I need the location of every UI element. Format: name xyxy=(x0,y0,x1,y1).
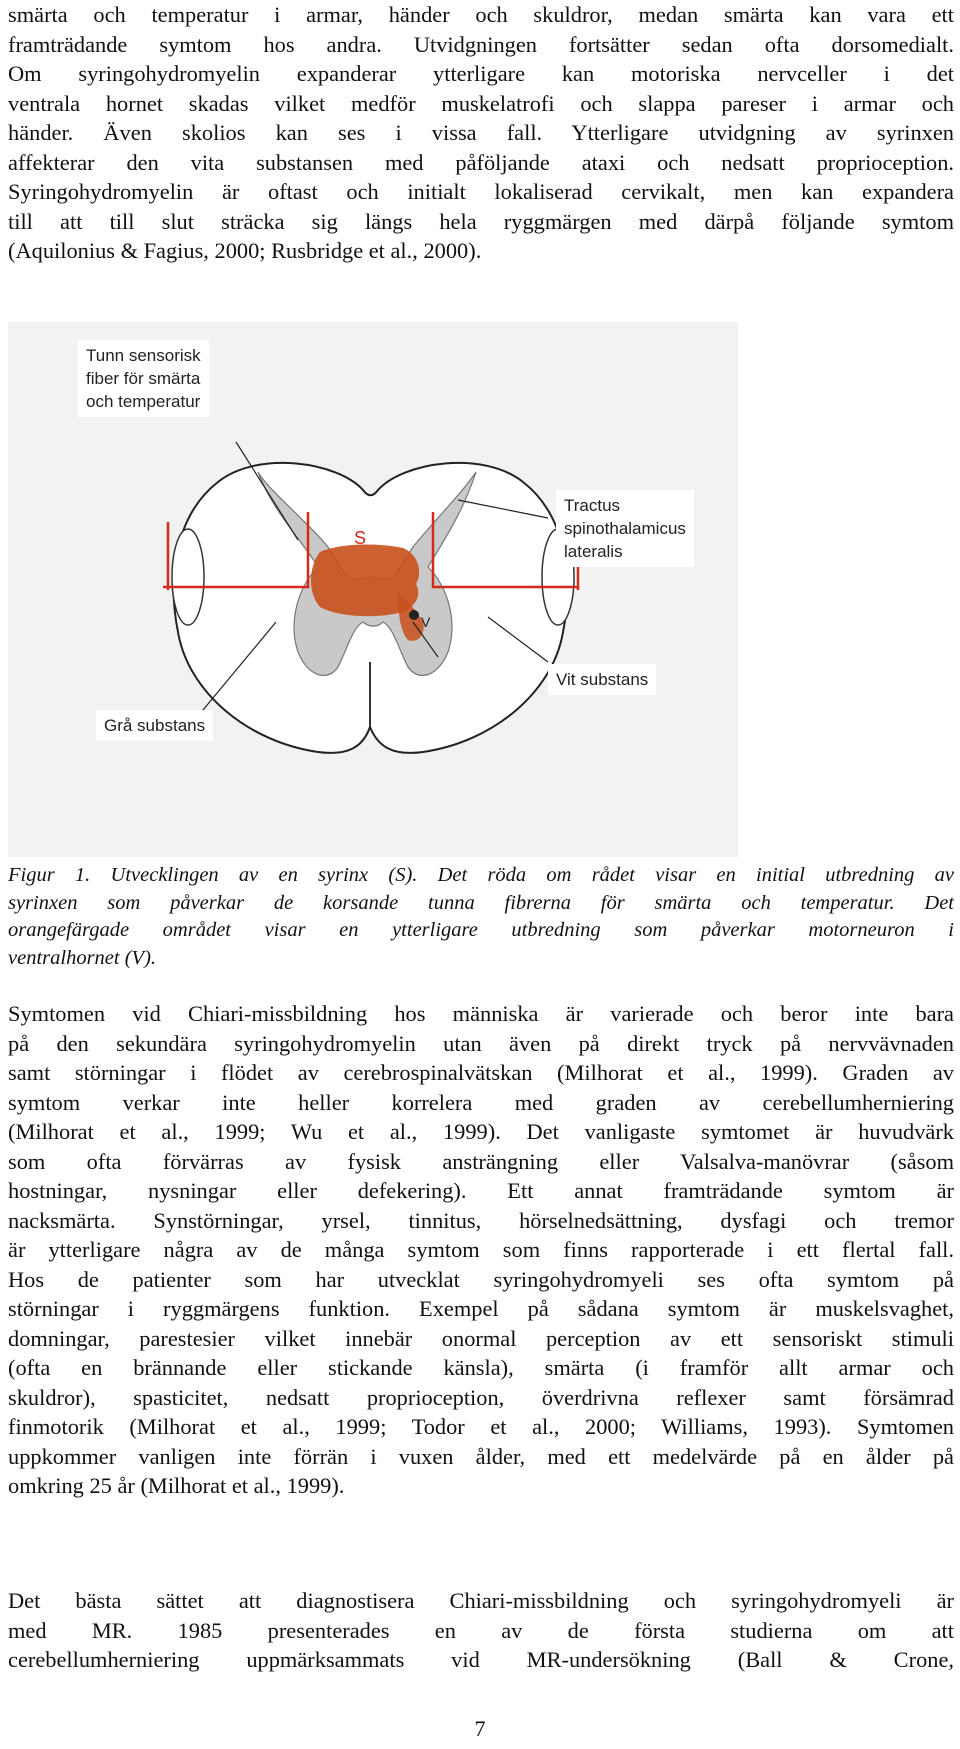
text-line: (Milhorat et al., 1999; Wu et al., 1999). Det vanligaste symtomet är huvudvärk xyxy=(8,1119,954,1144)
text-line: omkring 25 år (Milhorat et al., 1999). xyxy=(8,1473,345,1498)
label-grey-matter: Grå substans xyxy=(96,710,213,741)
text-line: på den sekundära syringohydromyelin utan även på direkt tryck på nervvävnaden xyxy=(8,1030,954,1056)
paragraph-symptoms xyxy=(8,999,954,1501)
text-line: händer. Även skolios kan ses i vissa fall. Ytterligare utvidgning av syrinxen xyxy=(8,120,954,145)
text-line: hostningar, nysningar eller defekering). Ett annat framträdande symtom är xyxy=(8,1178,954,1203)
text-line: Det bästa sättet att diagnostisera Chiari-missbildning och syringohydromyeli är xyxy=(8,1588,954,1613)
text-line: som ofta förvärras av fysisk ansträngning eller Valsalva-manövrar (såsom xyxy=(8,1148,954,1174)
caption-line: syrinxen som påverkar de korsande tunna fibrerna för smärta och temperatur. Det xyxy=(8,891,954,914)
text-line: smärta och temperatur i armar, händer och skuldror, medan smärta kan vara ett xyxy=(8,2,954,27)
figure-caption xyxy=(8,862,954,972)
text-line: nacksmärta. Synstörningar, yrsel, tinnitus, hörselnedsättning, dysfagi och tremor xyxy=(8,1207,954,1233)
paragraph-intro xyxy=(8,0,954,266)
text-line: är ytterligare några av de många symtom som finns rapporterade i ett flertal fall. xyxy=(8,1237,954,1262)
caption-line: ventralhornet (V). xyxy=(8,946,157,969)
text-line: (Aquilonius & Fagius, 2000; Rusbridge et al., 2000). xyxy=(8,238,482,263)
text-line: cerebellumherniering uppmärksammats vid MR-undersökning (Ball & Crone, xyxy=(8,1647,954,1672)
text-line: domningar, parestesier vilket innebär onormal perception av ett sensoriskt stimuli xyxy=(8,1325,954,1351)
text-line: framträdande symtom hos andra. Utvidgningen fortsätter sedan ofta dorsomedialt. xyxy=(8,31,954,57)
text-line: affekterar den vita substansen med påföljande ataxi och nedsatt proprioception. xyxy=(8,149,954,175)
text-line: Hos de patienter som har utvecklat syringohydromyeli ses ofta symtom på xyxy=(8,1266,954,1292)
page-number: 7 xyxy=(474,1716,486,1741)
text-line: ventrala hornet skadas vilket medför muskelatrofi och slappa pareser i armar och xyxy=(8,90,954,116)
paragraph-diagnosis xyxy=(8,1586,954,1675)
text-line: Symtomen vid Chiari-missbildning hos människa är varierade och beror inte bara xyxy=(8,1001,954,1026)
text-line: skuldror), spasticitet, nedsatt proprioception, överdrivna reflexer samt försämrad xyxy=(8,1384,954,1410)
text-line: samt störningar i flödet av cerebrospinalvätskan (Milhorat et al., 1999). Graden av xyxy=(8,1060,954,1085)
text-line: Syringohydromyelin är oftast och initialt lokaliserad cervikalt, men kan expandera xyxy=(8,179,954,204)
text-line: med MR. 1985 presenterades en av de första studierna om att xyxy=(8,1617,954,1643)
text-line: störningar i ryggmärgens funktion. Exempel på sådana symtom är muskelsvaghet, xyxy=(8,1296,954,1321)
text-line: finmotorik (Milhorat et al., 1999; Todor et al., 2000; Williams, 1993). Symtomen xyxy=(8,1414,954,1439)
text-line: uppkommer vanligen inte förrän i vuxen ålder, med ett medelvärde på en ålder på xyxy=(8,1443,954,1469)
label-thin-sensory-fiber: Tunn sensorisk fiber för smärta och temperatur xyxy=(78,340,209,417)
text-line: symtom verkar inte heller korrelera med graden av cerebellumherniering xyxy=(8,1089,954,1115)
ventral-horn-mark: V xyxy=(421,614,431,630)
text-line: (ofta en brännande eller stickande känsla), smärta (i framför allt armar och xyxy=(8,1355,954,1380)
label-tractus: Tractus spinothalamicus lateralis xyxy=(556,490,694,567)
caption-line: orangefärgade området visar en ytterligare utbredning som påverkar motorneuron i xyxy=(8,919,954,941)
text-line: Om syringohydromyelin expanderar ytterligare kan motoriska nervceller i det xyxy=(8,61,954,86)
caption-line: Figur 1. Utvecklingen av en syrinx (S). Det röda om rådet visar en initial utbredning av xyxy=(8,864,954,886)
left-lateral-tract xyxy=(172,529,204,625)
text-line: till att till slut sträcka sig längs hela ryggmärgen med därpå följande symtom xyxy=(8,208,954,234)
syrinx-mark: S xyxy=(354,528,367,548)
motor-neuron-dot xyxy=(409,610,419,620)
label-white-matter: Vit substans xyxy=(548,664,656,695)
spinal-cord-figure xyxy=(8,322,738,857)
